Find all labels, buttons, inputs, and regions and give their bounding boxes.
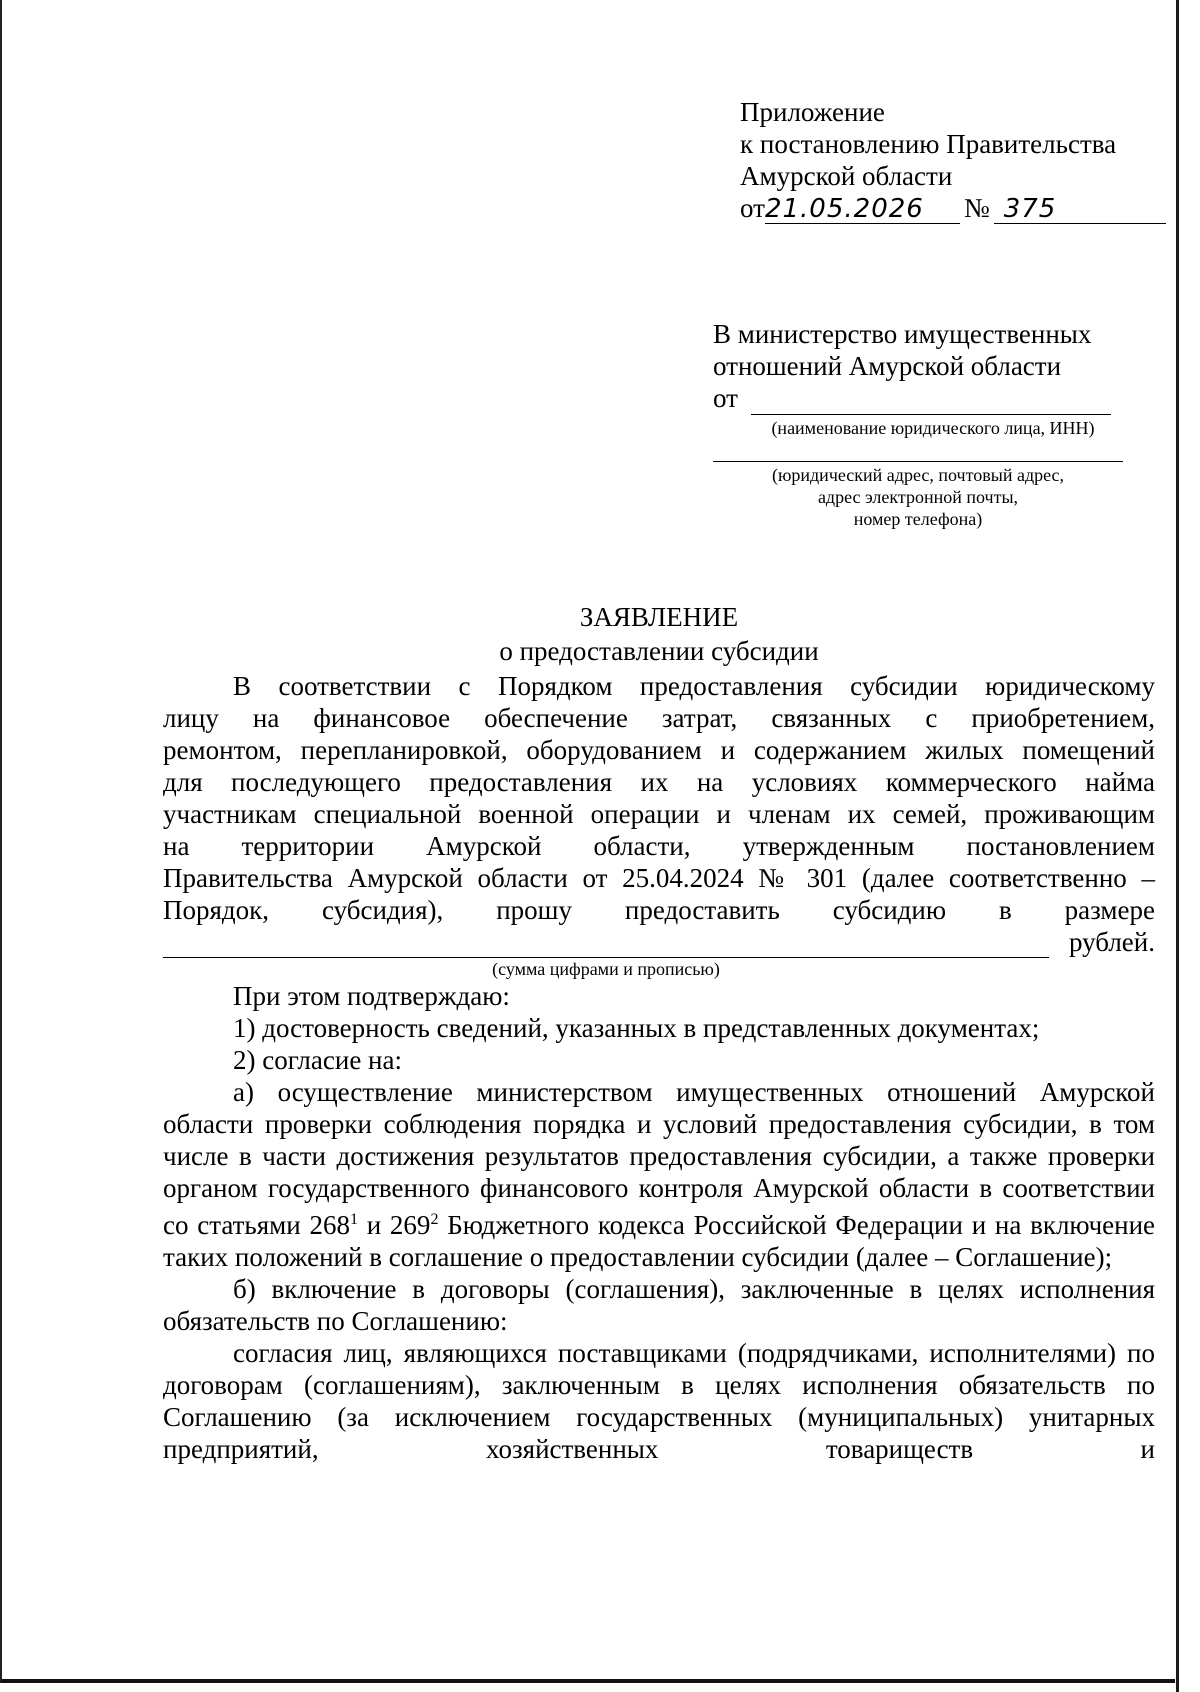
annex-from-prefix: от	[740, 193, 765, 223]
address-blank-line	[713, 437, 1123, 462]
entity-caption: (наименование юридического лица, ИНН)	[771, 418, 1095, 438]
address-caption-2: адрес электронной почты,	[817, 487, 1019, 507]
para1-line-7: Правительства Амурской области от 25.04.2024 № 301 (далее соответственно –	[163, 863, 1155, 893]
item-1: 1) достоверность сведений, указанных в представленных документах;	[233, 1013, 1040, 1043]
addressee-line-2: отношений Амурской области	[713, 351, 1062, 381]
statement-body	[163, 670, 1155, 1465]
item-2: 2) согласие на:	[233, 1045, 402, 1075]
amount-caption: (сумма цифрами и прописью)	[492, 959, 720, 979]
item-a-end: Бюджетного кодекса Российской Федерации и на включение таких положений в соглашение о предоставлении субсидии (далее – Соглашение);	[163, 1210, 1156, 1272]
para1-line-1: В соответствии с Порядком предоставления субсидии юридическому	[233, 671, 1155, 701]
address-caption-1: (юридический адрес, почтовый адрес,	[771, 465, 1065, 485]
addressee-from-row	[713, 382, 1123, 415]
para1-line-4: для последующего предоставления их на условиях коммерческого найма	[163, 767, 1155, 797]
annex-number-field	[994, 194, 1166, 224]
annex-line-3: Амурской области	[740, 161, 953, 191]
rubles-label: рублей.	[1068, 927, 1155, 957]
item-a	[163, 1076, 1155, 1273]
para1-line-5: участникам специальной военной операции и членам их семей, проживающим	[163, 799, 1155, 829]
amount-row	[163, 926, 1155, 958]
addressee-from-label: от	[713, 383, 738, 413]
confirm-line: При этом подтверждаю:	[233, 981, 510, 1011]
document-subtitle: о предоставлении субсидии	[499, 636, 819, 666]
address-caption-3: номер телефона)	[853, 509, 983, 529]
annex-date-row	[740, 192, 1166, 224]
item-b: б) включение в договоры (соглашения), заключенные в целях исполнения обязательств по Соглашению:	[163, 1274, 1155, 1336]
document-title: ЗАЯВЛЕНИЕ	[579, 602, 739, 632]
item-a-sup-1: 1	[349, 1211, 358, 1228]
para1-line-2: лицу на финансовое обеспечение затрат, связанных с приобретением,	[163, 703, 1155, 733]
para1-line-8: Порядок, субсидия), прошу предоставить субсидию в размере	[163, 895, 1155, 925]
para1-line-3: ремонтом, перепланировкой, оборудованием и содержанием жилых помещений	[163, 735, 1155, 765]
annex-date-field	[765, 194, 960, 224]
addressee-block	[713, 318, 1123, 530]
annex-line-1: Приложение	[740, 97, 885, 127]
annex-line-2: к постановлению Правительства	[740, 129, 1117, 159]
addressee-line-1: В министерство имущественных	[713, 319, 1092, 349]
item-a-mid: и 269	[357, 1210, 431, 1240]
annex-number-sign: №	[963, 193, 990, 223]
consent-paragraph: согласия лиц, являющихся поставщиками (подрядчиками, исполнителями) по договорам (соглашениям), заключенным в целях исполнения обязательств по Соглашению (за исключением государственных (муниципальных) унитарных предприятий, хозяйственных товариществ и	[163, 1338, 1155, 1464]
item-a-sup-2: 2	[430, 1211, 439, 1228]
entity-blank-line	[751, 382, 1111, 415]
item-a-text: а) осуществление министерством имущественных отношений Амурской области проверки соблюдения порядка и условий предоставления субсидии, в том числе в части достижения результатов предоставления субсидии, а также проверки органом государственного финансового контроля Амурской области в соответствии со статьями 268	[163, 1077, 1155, 1240]
annex-block	[740, 96, 1166, 224]
para1-line-6: на территории Амурской области, утвержденным постановлением	[163, 831, 1155, 861]
page-edge	[1176, 0, 1179, 1692]
annex-date-handwritten: 21.05.2026	[764, 194, 924, 224]
annex-number-handwritten: 375	[1003, 194, 1057, 224]
amount-blank-line	[163, 929, 1049, 958]
